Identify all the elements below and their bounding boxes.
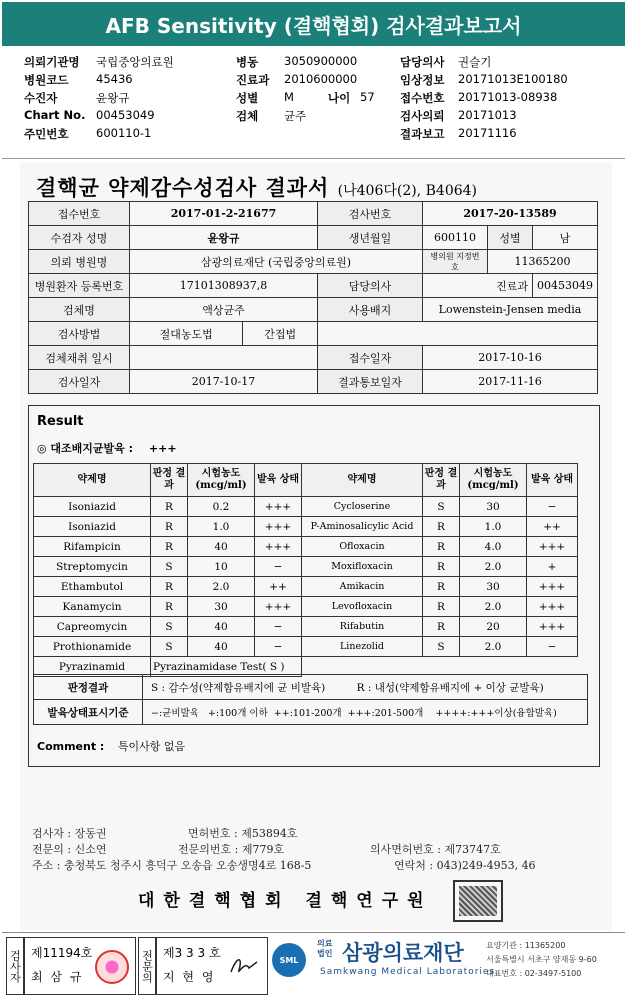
drug-name: Isoniazid — [34, 517, 151, 537]
test-date-label: 검사일자 — [29, 370, 130, 394]
patient-name-label: 수진자 — [24, 91, 58, 105]
department-value: 2010600000 — [284, 72, 358, 86]
drug-growth: +++ — [527, 537, 578, 557]
method-absolute: 절대농도법 — [130, 322, 243, 346]
doc-title-text: 결핵균 약제감수성검사 결과서 — [36, 175, 330, 200]
drug-growth: +++ — [527, 617, 578, 637]
drug-name: Linezolid — [302, 637, 423, 657]
clinical-info-value: 20171013E100180 — [458, 72, 568, 86]
drug-conc: 40 — [188, 617, 255, 637]
drug-growth: + — [527, 557, 578, 577]
drug-conc: 0.2 — [188, 497, 255, 517]
judgement-legend — [143, 675, 588, 700]
drug-result: R — [423, 617, 460, 637]
resident-no-label: 주민번호 — [24, 127, 69, 141]
name-label: 수검자 성명 — [29, 226, 130, 250]
judgement-legend-s: S : 감수성(약제함유배지에 균 비발육) — [151, 681, 326, 694]
research-institute-name: 대한결핵협회 결핵연구원 — [138, 891, 433, 911]
test-no-label: 검사번호 — [317, 202, 422, 226]
drug-result: R — [151, 537, 188, 557]
drug-result: R — [423, 577, 460, 597]
drug-result: S — [151, 637, 188, 657]
drug-result: R — [151, 597, 188, 617]
drug-growth: − — [255, 557, 302, 577]
request-date-value: 20171013 — [458, 108, 517, 122]
comment-label: Comment : — [37, 740, 105, 753]
control-growth-value: +++ — [148, 442, 177, 455]
tester-license: 면허번호 : 제53894호 — [188, 827, 298, 840]
drug-growth: +++ — [255, 517, 302, 537]
test-no-value: 2017-20-13589 — [422, 202, 597, 226]
logo-corp-line1: 의료 — [317, 939, 333, 948]
reg-no-value: 17101308937,8 — [130, 274, 318, 298]
request-date-label: 검사의뢰 — [400, 109, 445, 123]
physician-license: 의사면허번호 : 제73747호 — [370, 843, 501, 856]
drug-result: R — [423, 597, 460, 617]
drug-growth: ++ — [527, 517, 578, 537]
control-growth — [37, 440, 177, 456]
collect-value — [130, 346, 318, 370]
lab-logo-name: 삼광의료재단 — [342, 941, 464, 965]
hospital-code-label: 병원코드 — [24, 73, 69, 87]
lab-address: 주소 : 충청북도 청주시 흥덕구 오송읍 오송생명4로 168-5 — [32, 859, 312, 872]
drug-growth: − — [527, 637, 578, 657]
dob-label: 생년월일 — [317, 226, 422, 250]
drug-name: Levofloxacin — [302, 597, 423, 617]
footer — [2, 932, 625, 999]
dob-value: 600110 — [422, 226, 487, 250]
drug-conc: 2.0 — [188, 577, 255, 597]
doctor-label: 담당의사 — [400, 55, 445, 69]
drug-result: R — [423, 557, 460, 577]
drug-row — [34, 517, 578, 537]
specimen-value: 균주 — [284, 109, 307, 123]
footer-specialist-name: 지 현 영 — [163, 970, 216, 984]
drug-conc: 4.0 — [460, 537, 527, 557]
pza-test: Pyrazinamidase Test( S ) — [151, 657, 302, 677]
drug-name: Amikacin — [302, 577, 423, 597]
pza-drug: Pyrazinamid — [34, 657, 151, 677]
drug-result: S — [423, 637, 460, 657]
drug-growth: +++ — [255, 597, 302, 617]
hospital-label: 의뢰 병원명 — [29, 250, 130, 274]
lab-footer-address: 서울특별시 서초구 양재동 9-60 — [486, 955, 597, 964]
hosp-no-value: 11365200 — [487, 250, 597, 274]
drug-conc: 30 — [460, 577, 527, 597]
drug-name: Moxifloxacin — [302, 557, 423, 577]
drug-row — [34, 637, 578, 657]
dept-value: 00453049 — [532, 274, 597, 298]
logo-corp-label — [317, 939, 332, 959]
result-title: Result — [37, 414, 84, 429]
drug-conc: 20 — [460, 617, 527, 637]
growth-header-left: 발육 상태 — [255, 464, 302, 497]
tester-seal-icon — [95, 950, 129, 984]
drug-conc: 40 — [188, 637, 255, 657]
drug-name: Ethambutol — [34, 577, 151, 597]
department-label: 진료과 — [236, 73, 270, 87]
drug-name: Isoniazid — [34, 497, 151, 517]
ward-label: 병동 — [236, 55, 259, 69]
control-growth-label: ◎ 대조배지균발육 : — [37, 442, 134, 455]
drug-name: Streptomycin — [34, 557, 151, 577]
drug-conc: 2.0 — [460, 597, 527, 617]
medium-label: 사용배지 — [317, 298, 422, 322]
specimen-name-value: 액상균주 — [130, 298, 318, 322]
sex-value: M — [284, 90, 294, 104]
lab-contact: 연락처 : 043)249-4953, 46 — [394, 859, 536, 872]
drug-result: S — [423, 497, 460, 517]
drug-conc: 1.0 — [188, 517, 255, 537]
drug-growth: − — [527, 497, 578, 517]
footer-tester-no: 제11194호 — [31, 946, 93, 960]
lab-contact-info — [486, 939, 597, 981]
doc-title-code: (나406다(2), B4064) — [337, 183, 477, 199]
test-date-value: 2017-10-17 — [130, 370, 318, 394]
method-label: 검사방법 — [29, 322, 130, 346]
doc-title — [36, 172, 477, 202]
drug-result: R — [151, 577, 188, 597]
legend-table — [33, 674, 588, 725]
hospital-value: 삼광의료재단 (국립중앙의료원) — [130, 250, 423, 274]
judgement-header-left: 판정 결과 — [151, 464, 188, 497]
doc-doctor-label: 담당의사 — [317, 274, 422, 298]
drug-conc: 40 — [188, 537, 255, 557]
age-label: 나이 — [328, 91, 351, 105]
patient-header — [24, 54, 614, 144]
drug-header-left: 약제명 — [34, 464, 151, 497]
drug-name: P-Aminosalicylic Acid — [302, 517, 423, 537]
drug-growth: +++ — [527, 577, 578, 597]
drug-growth: − — [255, 617, 302, 637]
lab-phone: 대표번호 : 02-3497-5100 — [486, 969, 582, 978]
drug-growth: +++ — [527, 597, 578, 617]
name-value: 윤왕규 — [130, 226, 318, 250]
footer-specialist-no: 제3 3 3 호 — [163, 946, 221, 960]
drug-conc: 30 — [188, 597, 255, 617]
specialist: 전문의 : 신소연 — [32, 843, 107, 856]
drug-name: Rifampicin — [34, 537, 151, 557]
institute-seal — [453, 880, 503, 922]
footer-specialist-label: 전문의 — [138, 937, 156, 995]
report-date-label: 결과보고 — [400, 127, 445, 141]
drug-row — [34, 597, 578, 617]
method-blank — [317, 322, 597, 346]
hosp-no-label: 병의원 지정번호 — [422, 250, 487, 274]
drug-table — [33, 463, 578, 677]
institution-value: 국립중앙의료원 — [96, 55, 174, 69]
specimen-info-table — [28, 201, 598, 394]
doctor-value: 권슬기 — [458, 55, 492, 69]
drug-result: S — [151, 557, 188, 577]
sex-label: 성별 — [236, 91, 259, 105]
drug-result: S — [151, 617, 188, 637]
drug-conc: 1.0 — [460, 517, 527, 537]
tester: 검사자 : 장동권 — [32, 827, 107, 840]
sml-logo-icon: SML — [272, 943, 306, 977]
drug-name: Kanamycin — [34, 597, 151, 617]
judgement-legend-label: 판정결과 — [34, 675, 143, 700]
drug-row — [34, 577, 578, 597]
lab-code: 요양기관 : 11365200 — [486, 941, 566, 950]
drug-conc: 10 — [188, 557, 255, 577]
drug-result: R — [151, 497, 188, 517]
medium-value: Lowenstein-Jensen media — [422, 298, 597, 322]
age-value: 57 — [360, 90, 375, 104]
institution-label: 의뢰기관명 — [24, 55, 80, 69]
chart-no-value: 00453049 — [96, 108, 155, 122]
report-date-value: 20171116 — [458, 126, 517, 140]
judgement-header-right: 판정 결과 — [423, 464, 460, 497]
specialist-signature-icon — [227, 954, 261, 980]
method-indirect: 간접법 — [243, 322, 318, 346]
drug-name: Cycloserine — [302, 497, 423, 517]
receipt-date-value: 2017-10-16 — [422, 346, 597, 370]
patient-name-value: 윤왕규 — [96, 91, 130, 105]
drug-result: R — [151, 517, 188, 537]
drug-result: R — [423, 537, 460, 557]
footer-specialist-box — [156, 937, 268, 995]
drug-row — [34, 537, 578, 557]
drug-row — [34, 497, 578, 517]
growth-header-right: 발육 상태 — [527, 464, 578, 497]
footer-tester-label: 검사자 — [6, 937, 24, 995]
resident-no-value: 600110-1 — [96, 126, 152, 140]
drug-header-right: 약제명 — [302, 464, 423, 497]
comment-text: 특이사항 없음 — [117, 740, 186, 753]
drug-conc: 2.0 — [460, 557, 527, 577]
clinical-info-label: 임상정보 — [400, 73, 445, 87]
specimen-name-label: 검체명 — [29, 298, 130, 322]
growth-legend-label: 발육상태표시기준 — [34, 700, 143, 725]
drug-name: Ofloxacin — [302, 537, 423, 557]
doc-sex-label: 성별 — [487, 226, 532, 250]
header-divider — [2, 158, 625, 159]
specimen-label: 검체 — [236, 109, 259, 123]
drug-row — [34, 617, 578, 637]
footer-tester-box — [24, 937, 136, 995]
drug-row — [34, 557, 578, 577]
reception-no-label: 접수번호 — [29, 202, 130, 226]
conc-header-left: 시험농도 (mcg/ml) — [188, 464, 255, 497]
drug-name: Capreomycin — [34, 617, 151, 637]
hospital-code-value: 45436 — [96, 72, 133, 86]
collect-label: 검체채취 일시 — [29, 346, 130, 370]
reg-no-label: 병원환자 등록번호 — [29, 274, 130, 298]
drug-result: R — [423, 517, 460, 537]
receipt-no-value: 20171013-08938 — [458, 90, 558, 104]
logo-corp-line2: 법인 — [317, 949, 333, 958]
lab-logo-english: Samkwang Medical Laboratories — [320, 967, 496, 977]
ward-value: 3050900000 — [284, 54, 358, 68]
report-title-bar — [2, 2, 625, 46]
receipt-no-label: 접수번호 — [400, 91, 445, 105]
chart-no-label: Chart No. — [24, 108, 86, 122]
result-box — [28, 405, 600, 767]
doc-sex-value: 남 — [532, 226, 597, 250]
drug-growth: +++ — [255, 497, 302, 517]
drug-name: Rifabutin — [302, 617, 423, 637]
report-title: AFB Sensitivity (결핵협회) 검사결과보고서 — [105, 13, 522, 38]
comment — [37, 738, 185, 754]
reception-no-value: 2017-01-2-21677 — [130, 202, 318, 226]
drug-growth: +++ — [255, 537, 302, 557]
notify-date-label: 결과통보일자 — [317, 370, 422, 394]
specialist-no: 전문의번호 : 제779호 — [178, 843, 285, 856]
notify-date-value: 2017-11-16 — [422, 370, 597, 394]
judgement-legend-r: R : 내성(약제함유배지에 + 이상 균발육) — [356, 681, 544, 694]
conc-header-right: 시험농도 (mcg/ml) — [460, 464, 527, 497]
growth-legend: −:균비발육 +:100개 이하 ++:101-200개 +++:201-500개 ++++:+++이상(융합발육) — [143, 700, 588, 725]
dept-label: 진료과 — [422, 274, 532, 298]
drug-growth: − — [255, 637, 302, 657]
drug-conc: 2.0 — [460, 637, 527, 657]
drug-growth: ++ — [255, 577, 302, 597]
footer-tester-name: 최 삼 규 — [31, 970, 84, 984]
receipt-date-label: 접수일자 — [317, 346, 422, 370]
drug-name: Prothionamide — [34, 637, 151, 657]
drug-conc: 30 — [460, 497, 527, 517]
